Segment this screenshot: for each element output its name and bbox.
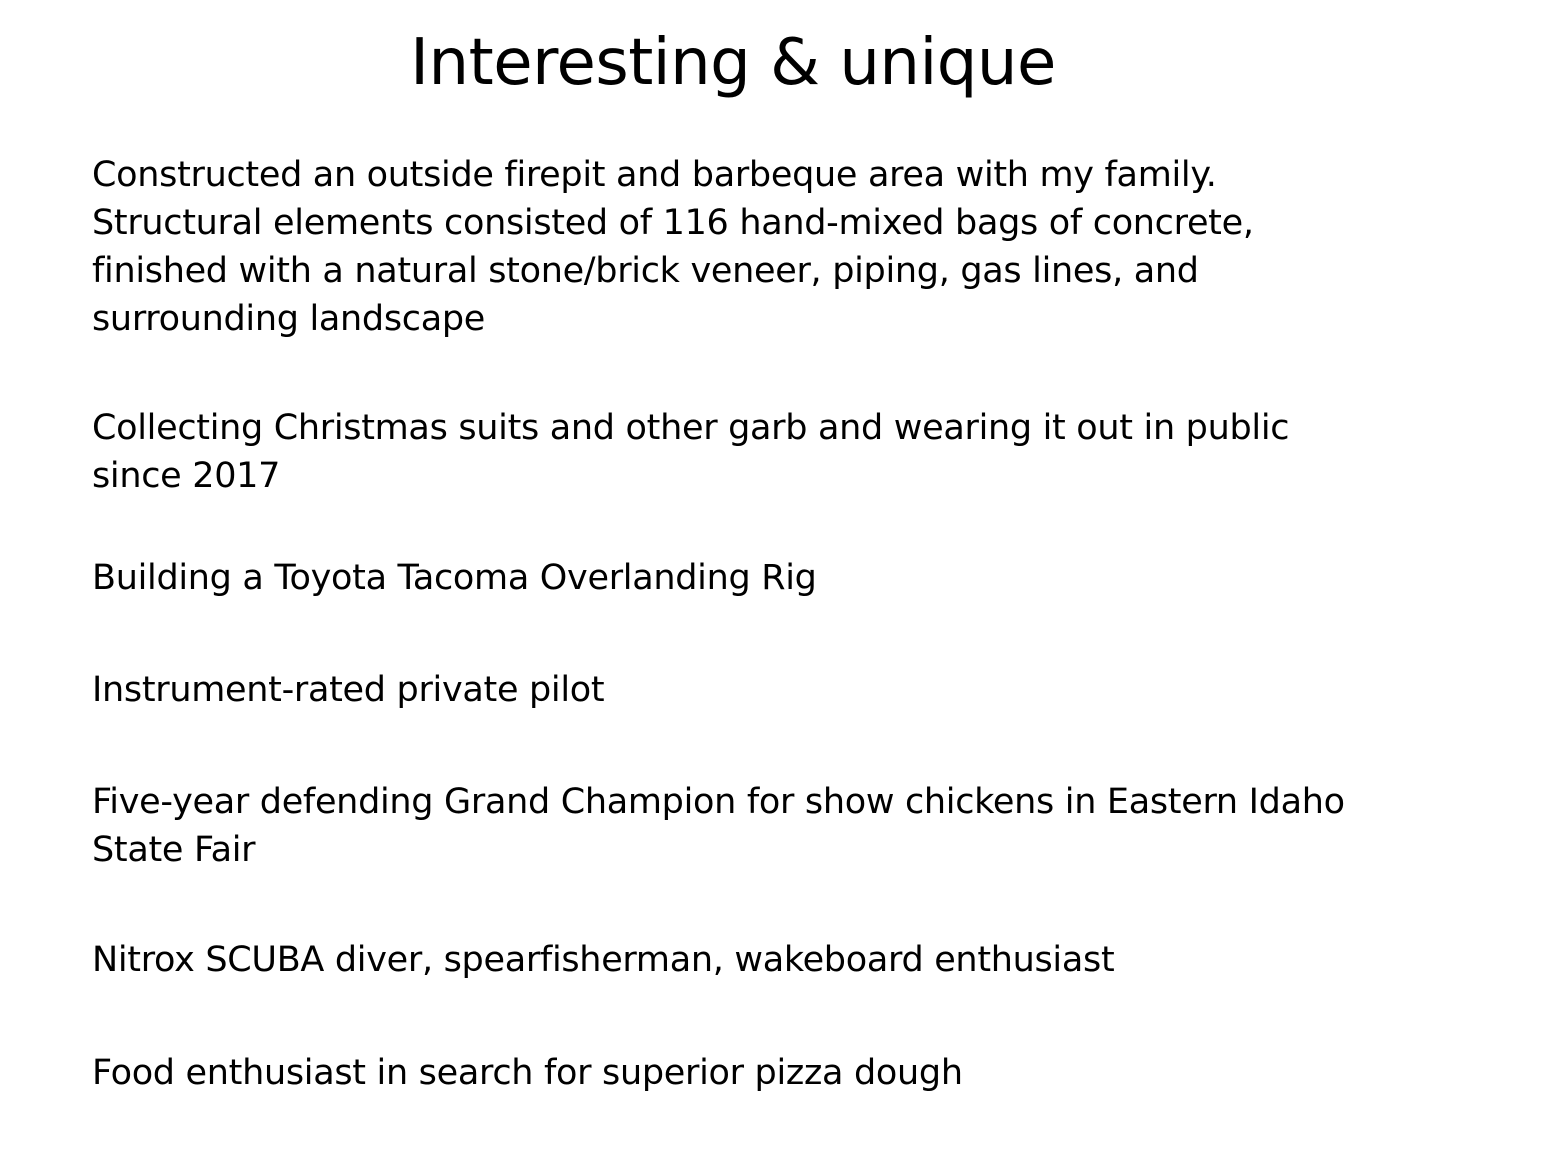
item-line: since 2017 bbox=[92, 456, 281, 496]
item-line: Structural elements consisted of 116 hand-mixed bags of concrete, bbox=[92, 203, 1254, 243]
item-line: finished with a natural stone/brick veneer, piping, gas lines, and bbox=[92, 251, 1199, 291]
list-item-tacoma-rig bbox=[92, 554, 1512, 602]
list-item-show-chickens bbox=[92, 778, 1512, 874]
list-item-pilot bbox=[92, 666, 1512, 714]
item-line: Collecting Christmas suits and other garb and wearing it out in public bbox=[92, 408, 1290, 448]
item-line: Building a Toyota Tacoma Overlanding Rig bbox=[92, 558, 817, 598]
list-item-pizza bbox=[92, 1049, 1512, 1097]
item-line: Five-year defending Grand Champion for show chickens in Eastern Idaho bbox=[92, 782, 1345, 822]
item-line: State Fair bbox=[92, 830, 256, 870]
list-item-firepit bbox=[92, 151, 1512, 343]
slide-title: Interesting & unique bbox=[410, 26, 1056, 100]
item-line: Food enthusiast in search for superior pizza dough bbox=[92, 1053, 963, 1093]
item-line: surrounding landscape bbox=[92, 299, 486, 339]
item-line: Constructed an outside firepit and barbeque area with my family. bbox=[92, 155, 1217, 195]
item-line: Instrument-rated private pilot bbox=[92, 670, 605, 710]
list-item-christmas-suits bbox=[92, 404, 1512, 500]
item-line: Nitrox SCUBA diver, spearfisherman, wakeboard enthusiast bbox=[92, 940, 1115, 980]
list-item-scuba bbox=[92, 936, 1512, 984]
